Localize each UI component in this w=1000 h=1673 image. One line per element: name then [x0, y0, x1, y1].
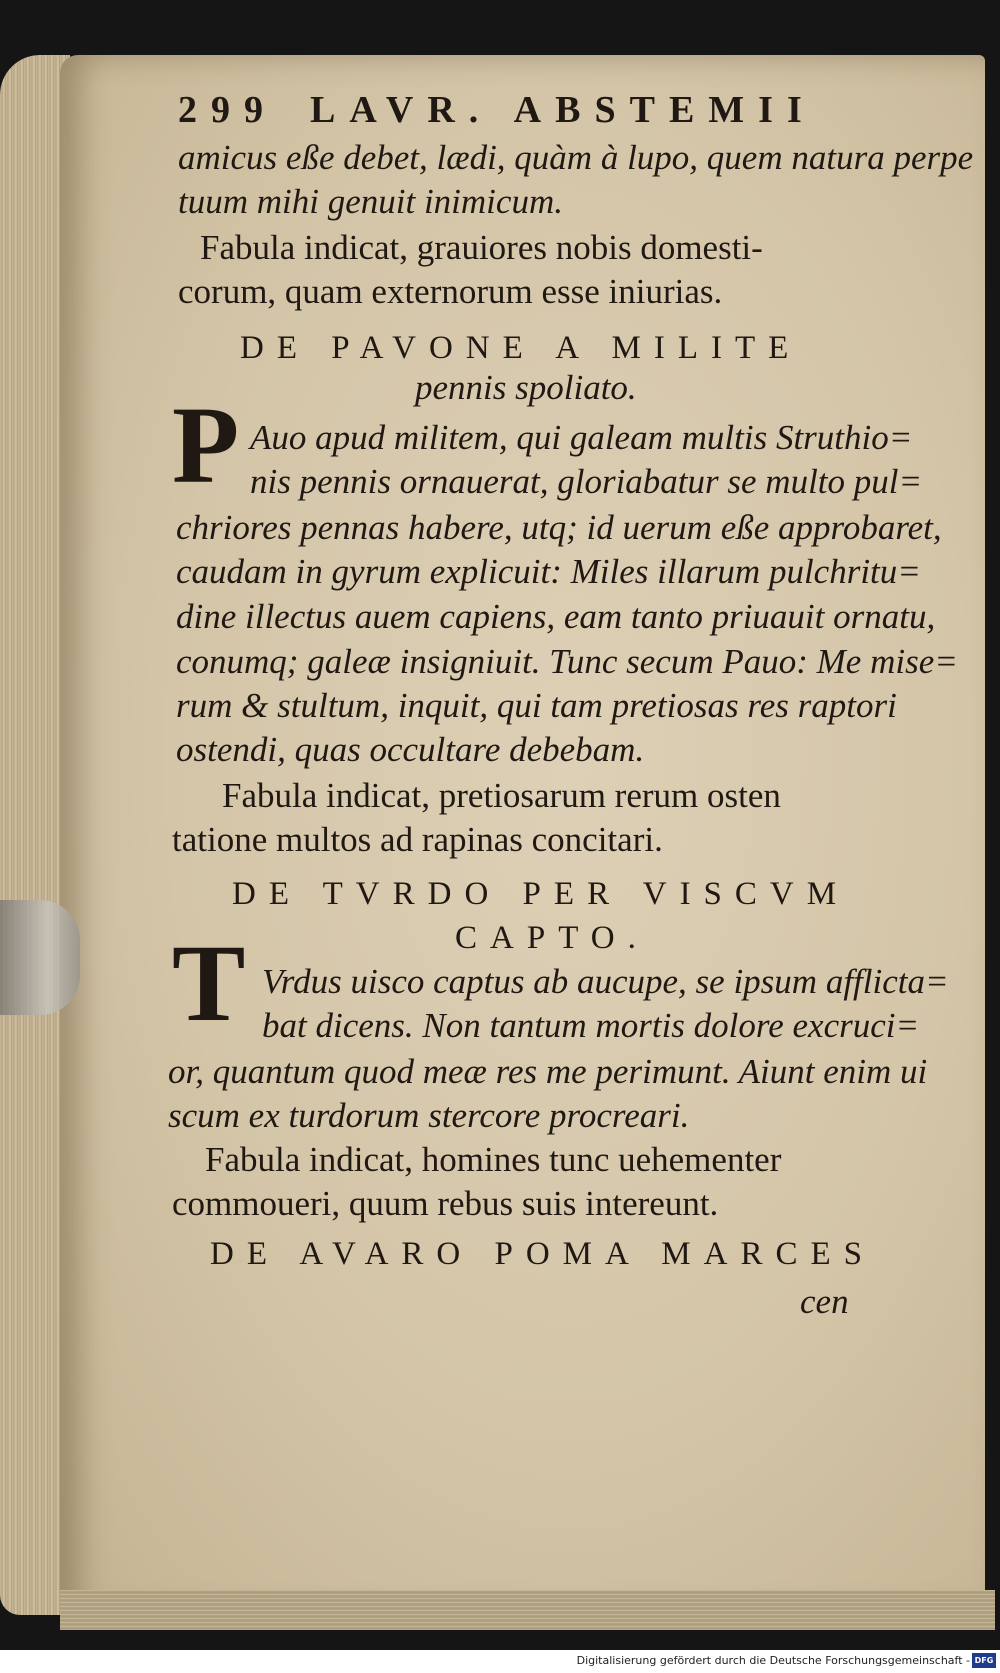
body-line-1: amicus eße debet, lædi, quàm à lupo, quem natura perpe [178, 138, 974, 177]
fable2-subtitle: CAPTO. [455, 920, 649, 956]
moral-line-1: Fabula indicat, grauiores nobis domesti- [200, 228, 763, 267]
dfg-logo: DFG [972, 1653, 996, 1668]
fable1-moral-2: tatione multos ad rapinas concitari. [172, 820, 663, 859]
fable1-subtitle: pennis spoliato. [415, 368, 637, 407]
funding-credit: Digitalisierung gefördert durch die Deutsche Forschungsgemeinschaft - [576, 1654, 970, 1667]
fable1-line-3: chriores pennas habere, utq; id uerum eße approbaret, [176, 508, 942, 547]
fable2-moral-2: commoueri, quum rebus suis intereunt. [172, 1184, 719, 1223]
fable3-title: DE AVARO POMA MARCES [210, 1236, 875, 1272]
fable1-line-4: caudam in gyrum explicuit: Miles illarum pulchritu= [176, 552, 921, 591]
footer-bar [0, 1650, 1000, 1673]
fable1-line-8: ostendi, quas occultare debebam. [176, 730, 645, 769]
fable2-line-3: or, quantum quod meæ res me perimunt. Aiunt enim ui [168, 1052, 928, 1091]
body-line-2: tuum mihi genuit inimicum. [178, 182, 563, 221]
fable2-moral-1: Fabula indicat, homines tunc uehementer [205, 1140, 782, 1179]
fable1-line-7: rum & stultum, inquit, qui tam pretiosas res raptori [176, 686, 897, 725]
fable1-line-6: conumq; galeæ insigniuit. Tunc secum Pauo: Me mise= [176, 642, 958, 681]
fable2-line-4: scum ex turdorum stercore procreari. [168, 1096, 690, 1135]
moral-line-2: corum, quam externorum esse iniurias. [178, 272, 723, 311]
page-number: 299 [178, 89, 277, 131]
fable2-title: DE TVRDO PER VISCVM [232, 876, 850, 912]
fable1-title: DE PAVONE A MILITE [240, 330, 802, 366]
catchword: cen [800, 1282, 849, 1321]
fable1-line-5: dine illectus auem capiens, eam tanto priuauit ornatu, [176, 597, 936, 636]
fable1-moral-1: Fabula indicat, pretiosarum rerum osten [222, 776, 781, 815]
fable1-dropcap: P [172, 384, 240, 506]
metal-clasp [0, 900, 80, 1015]
fable2-line-2: bat dicens. Non tantum mortis dolore excruci= [262, 1006, 920, 1045]
fable1-line-1: Auo apud militem, qui galeam multis Struthio= [250, 418, 913, 457]
fable2-line-1: Vrdus uisco captus ab aucupe, se ipsum afflicta= [262, 962, 949, 1001]
fable1-line-2: nis pennis ornauerat, gloriabatur se multo pul= [250, 462, 923, 501]
fable2-dropcap: T [172, 922, 246, 1044]
running-title: LAVR. ABSTEMII [310, 89, 816, 131]
page-edge-stack [60, 1590, 995, 1630]
